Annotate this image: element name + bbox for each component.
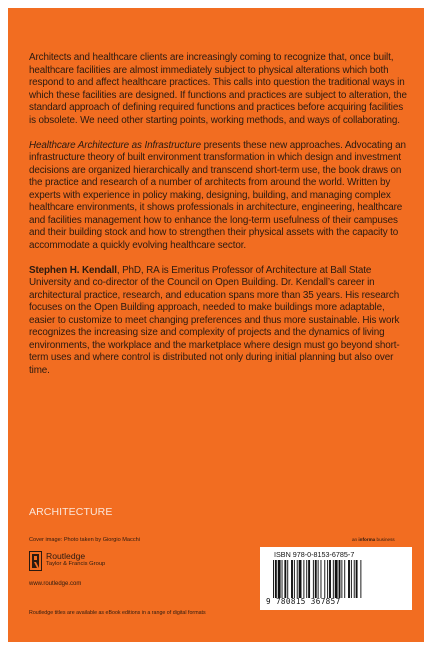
barcode-panel [260,547,412,610]
barcode-bar [306,560,307,598]
barcode-bar [294,560,295,598]
cover-image-credit: Cover image: Photo taken by Giorgio Macchi [29,537,140,543]
author-name: Stephen H. Kendall [29,264,117,276]
barcode-bar [321,560,322,598]
barcode-bar [348,560,350,598]
barcode-bar [356,560,358,598]
informa-suffix: business [375,537,395,542]
barcode-bar [308,560,310,598]
informa-prefix: an [352,537,359,542]
barcode-bar [360,560,361,598]
blurb-paragraph-2-text: presents these new approaches. Advocating an infrastructure theory of built environment transformation in which design and investment decisions are organized hierarchically and transcend short-term use, the book draws on the practice and research of a number of architects from around the world. Written by experts with experience in policy making, designing, building, and managing complex healthcare environments, it shows professionals in architecture, engineering, healthcare and facilities management how to enhance the long-term usefulness of their campuses and their building stock and how to strengthen their physical assets with the capacity to accommodate a quickly evolving healthcare sector. [29,139,406,251]
author-bio-text: , PhD, RA is Emeritus Professor of Architecture at Ball State University and co-director of the Council on Open Building. Dr. Kendall’s career in architectural practice, research, and education spans more than 35 years. His research focuses on the Open Building approach, needed to make buildings more adaptable, easier to customize to meet changing preferences and thus more sustainable. His work recognizes the increasing size and complexity of projects and the dynamics of living environments, the workplace and the marketplace where design must go beyond short-term uses and where control is distributed not only during initial planning but also over time. [29,264,400,376]
blurb-paragraph-2 [29,140,412,253]
informa-brand: informa [358,537,376,542]
blurb-paragraph-1: Architects and healthcare clients are increasingly coming to recognize that, once built, healthcare facilities are almost immediately subject to physical alterations which both respond to and affect healthcare practices. This calls into question the traditional ways in which these facilities are designed. If functions and practices are subject to alteration, the standard approach of defining required functions and practices before acquiring facilities is obsolete. We need other starting points, working methods, and ways of collaborating. [29,52,407,126]
barcode-bar [303,560,304,598]
barcode-bar [351,560,352,598]
barcode-bar [339,560,341,598]
barcode-bar [324,560,325,598]
publisher-name: Routledge [46,551,86,561]
book-title: Healthcare Architecture as Infrastructure [29,139,201,151]
barcode-bar [313,560,314,598]
barcode-digits: 9 780815 367857 [266,597,341,606]
barcode-icon [273,560,407,598]
routledge-logo-icon [29,551,42,571]
barcode-bar [341,560,342,598]
barcode-bar [318,560,319,598]
isbn-number: ISBN 978-0-8153-6785-7 [274,550,355,559]
publisher-group: Taylor & Francis Group [46,561,106,567]
author-bio [29,265,412,378]
barcode-bar [344,560,345,598]
barcode-bar [287,560,288,598]
barcode-bar [333,560,334,598]
barcode-bar [329,560,331,598]
barcode-bar [327,560,328,598]
publisher-block [29,551,105,571]
barcode-bar [315,560,317,598]
barcode-bar [291,560,293,598]
informa-business-note [352,537,395,542]
barcode-bar [275,560,277,598]
barcode-bar [273,560,274,598]
barcode-bar [299,560,302,598]
publisher-website: www.routledge.com [29,581,82,587]
barcode-bar [278,560,281,598]
subject-category: ARCHITECTURE [29,506,113,518]
blurb [29,52,412,390]
ebook-note: Routledge titles are available as eBook editions in a range of digital formats [29,610,206,616]
barcode-bar [354,560,355,598]
barcode-bar [284,560,286,598]
back-cover [8,8,424,642]
barcode-bar [297,560,298,598]
barcode-bar [282,560,283,598]
barcode-bar [335,560,338,598]
